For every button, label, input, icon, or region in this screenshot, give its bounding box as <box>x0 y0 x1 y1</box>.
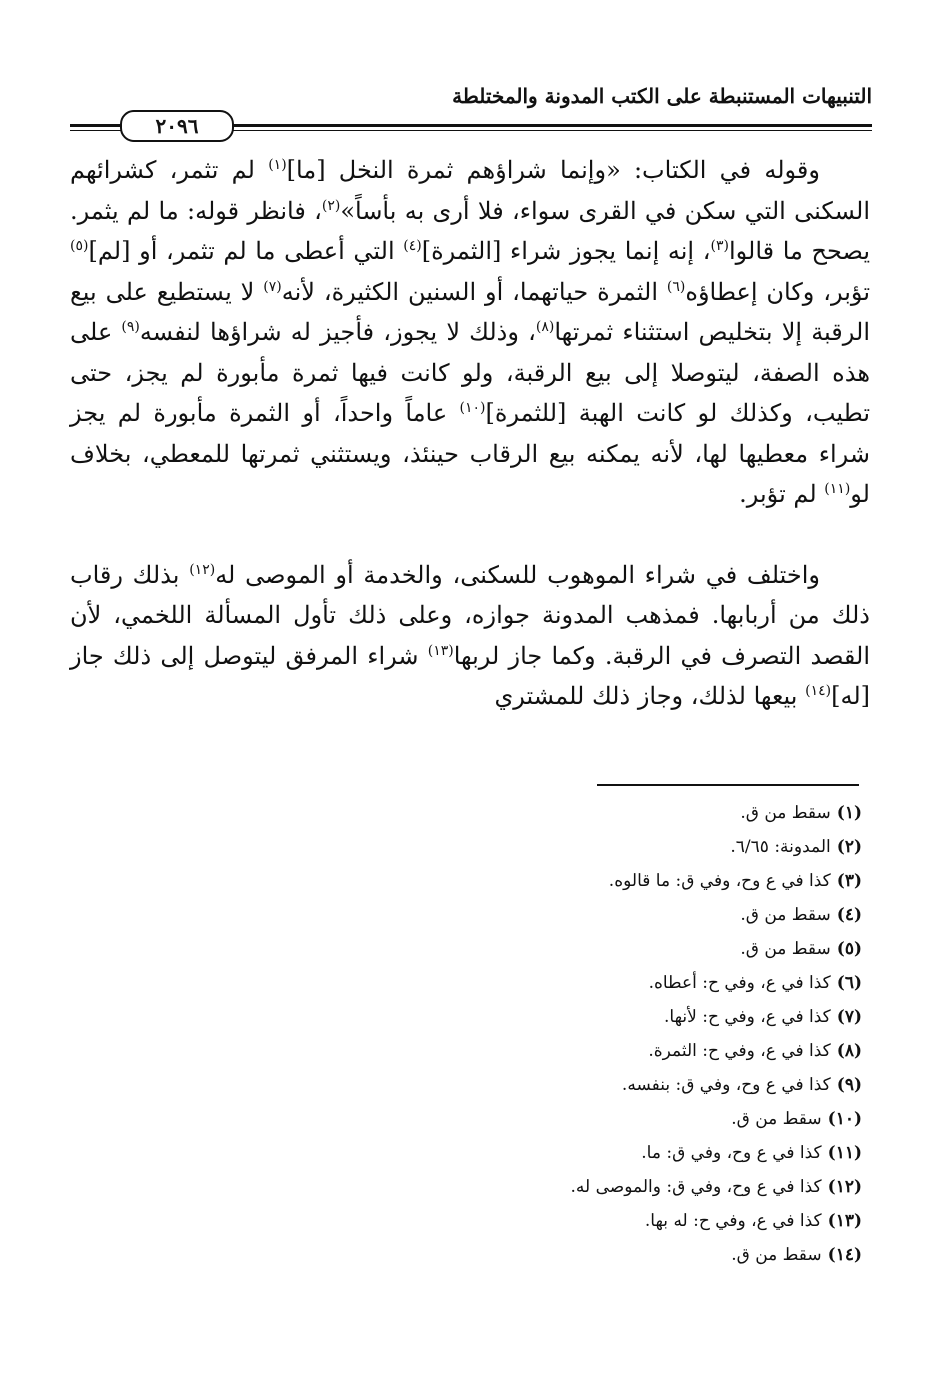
footnotes-list <box>362 796 862 1272</box>
text-segment: ، وذلك لا يجوز، فأجيز له شراؤها لنفسه <box>139 318 536 346</box>
footnote-number: (١٢) <box>827 1177 862 1197</box>
text-segment: بيعها لذلك، وجاز ذلك للمشتري <box>494 682 806 710</box>
footnote-marker[interactable]: (٨) <box>535 319 555 335</box>
text-segment: لم تؤبر. <box>739 480 825 508</box>
footnote-text: كذا في ع وح، وفي ق: والموصى له. <box>570 1177 822 1197</box>
main-text <box>70 150 870 717</box>
footnote-text: كذا في ع وح، وفي ق: ما. <box>641 1143 822 1163</box>
footnote-marker[interactable]: (١٢) <box>189 561 216 578</box>
footnote-number: (١) <box>836 803 862 823</box>
footnote-text: كذا في ع وح، وفي ق: بنفسه. <box>621 1075 831 1095</box>
footnote-marker[interactable]: (١) <box>268 157 287 173</box>
footnote-number: (٣) <box>836 871 862 891</box>
text-segment: الثمرة حياتهما، أو السنين الكثيرة، لأنه <box>281 277 667 306</box>
footnote-marker[interactable]: (١٤) <box>805 683 832 699</box>
footnote-item <box>362 932 862 966</box>
footnote-item <box>362 1204 862 1238</box>
footnote-number: (٨) <box>836 1041 862 1061</box>
footnote-separator <box>597 784 859 786</box>
footnote-number: (١١) <box>827 1143 862 1163</box>
text-segment: لا يستطيع على بيع الرقبة إلا بتخليص استثناء ثمرتها <box>70 277 870 346</box>
paragraph-2 <box>70 555 870 717</box>
paragraph-1 <box>70 150 870 515</box>
footnote-marker[interactable]: (٦) <box>666 278 686 295</box>
footnote-text: سقط من ق. <box>731 1245 822 1265</box>
footnote-text: كذا في ع، وفي ح: لأنها. <box>664 1007 831 1027</box>
footnote-marker[interactable]: (٩) <box>121 319 140 335</box>
running-title: التنبيهات المستنبطة على الكتب المدونة والمختلطة <box>452 84 872 108</box>
footnote-item <box>362 1102 862 1136</box>
footnote-marker[interactable]: (٣) <box>710 238 729 254</box>
footnote-text: كذا في ع، وفي ح: الثمرة. <box>648 1041 831 1061</box>
text-segment: ، إنه إنما يجوز شراء [الثمرة] <box>421 237 711 265</box>
footnote-item <box>362 1136 862 1170</box>
text-segment: لم تثمر، كشرائهم السكنى التي سكن في القرى سواء، فلا أرى به بأساً» <box>70 156 870 225</box>
footnote-text: كذا في ع، وفي ح: أعطاه. <box>648 973 831 993</box>
footnote-item <box>362 1170 862 1204</box>
footnote-item <box>362 1034 862 1068</box>
footnote-item <box>362 796 862 830</box>
footnote-marker[interactable]: (٤) <box>403 238 422 254</box>
footnote-number: (١٣) <box>827 1211 862 1231</box>
text-segment: واختلف في شراء الموهوب للسكنى، والخدمة أو الموصى له <box>215 560 820 589</box>
footnote-text: كذا في ع، وفي ح: له بها. <box>644 1211 822 1231</box>
footnote-marker[interactable]: (١١) <box>824 481 851 497</box>
footnote-item <box>362 1000 862 1034</box>
footnote-item <box>362 898 862 932</box>
footnote-number: (٩) <box>836 1075 862 1095</box>
footnote-text: سقط من ق. <box>740 905 831 925</box>
footnote-text: كذا في ع وح، وفي ق: ما قالوه. <box>608 871 831 891</box>
footnote-marker[interactable]: (١٣) <box>427 642 454 659</box>
footnote-marker[interactable]: (١٠) <box>459 400 486 416</box>
text-segment: التي أعطى ما لم تثمر، أو [لم] <box>88 237 404 265</box>
page-number: ٢٠٩٦ <box>120 110 234 142</box>
footnote-item <box>362 1238 862 1272</box>
text-segment: تؤبر، وكان إعطاؤه <box>685 277 871 306</box>
footnote-number: (١٠) <box>827 1109 862 1129</box>
text-segment: بذلك رقاب ذلك من أربابها. فمذهب المدونة جوازه، وعلى ذلك تأول المسألة اللخمي، لأن القصد التصرف في الرقبة. وكما جاز لربها <box>70 560 870 670</box>
footnote-text: سقط من ق. <box>731 1109 822 1129</box>
page-header <box>70 84 872 138</box>
text-segment: عاماً واحداً، أو الثمرة مأبورة لم يجز شراء معطيها لها، لأنه يمكنه بيع الرقاب حينئذ، ويستثني ثمرتها للمعطي، بخلاف لو <box>70 399 870 508</box>
text-segment: ، فانظر قوله: ما لم يثمر. يصحح ما قالوا <box>70 196 870 265</box>
footnote-item <box>362 966 862 1000</box>
footnote-item <box>362 864 862 898</box>
footnote-number: (١٤) <box>827 1245 862 1265</box>
footnote-item <box>362 830 862 864</box>
footnote-text: سقط من ق. <box>740 803 831 823</box>
footnote-number: (٥) <box>836 939 862 959</box>
text-segment: شراء المرفق ليتوصل إلى ذلك جاز [له] <box>70 641 870 710</box>
footnote-marker[interactable]: (٧) <box>263 278 282 295</box>
footnote-text: سقط من ق. <box>740 939 831 959</box>
footnote-item <box>362 1068 862 1102</box>
footnote-number: (٧) <box>836 1007 862 1027</box>
footnote-marker[interactable]: (٢) <box>321 197 341 214</box>
footnote-number: (٤) <box>836 905 862 925</box>
footnote-number: (٦) <box>836 973 862 993</box>
footnote-marker[interactable]: (٥) <box>70 238 89 254</box>
footnote-text: المدونة: ٦/٦٥. <box>730 837 831 857</box>
text-segment: على هذه الصفة، ليتوصلا إلى بيع الرقبة، ولو كانت فيها ثمرة مأبورة لم يجز، حتى تطيب، وكذلك لو كانت الهبة [للثمرة] <box>70 318 871 427</box>
text-segment: وقوله في الكتاب: «وإنما شراؤهم ثمرة النخل [ما] <box>286 156 820 184</box>
footnote-number: (٢) <box>836 837 862 857</box>
